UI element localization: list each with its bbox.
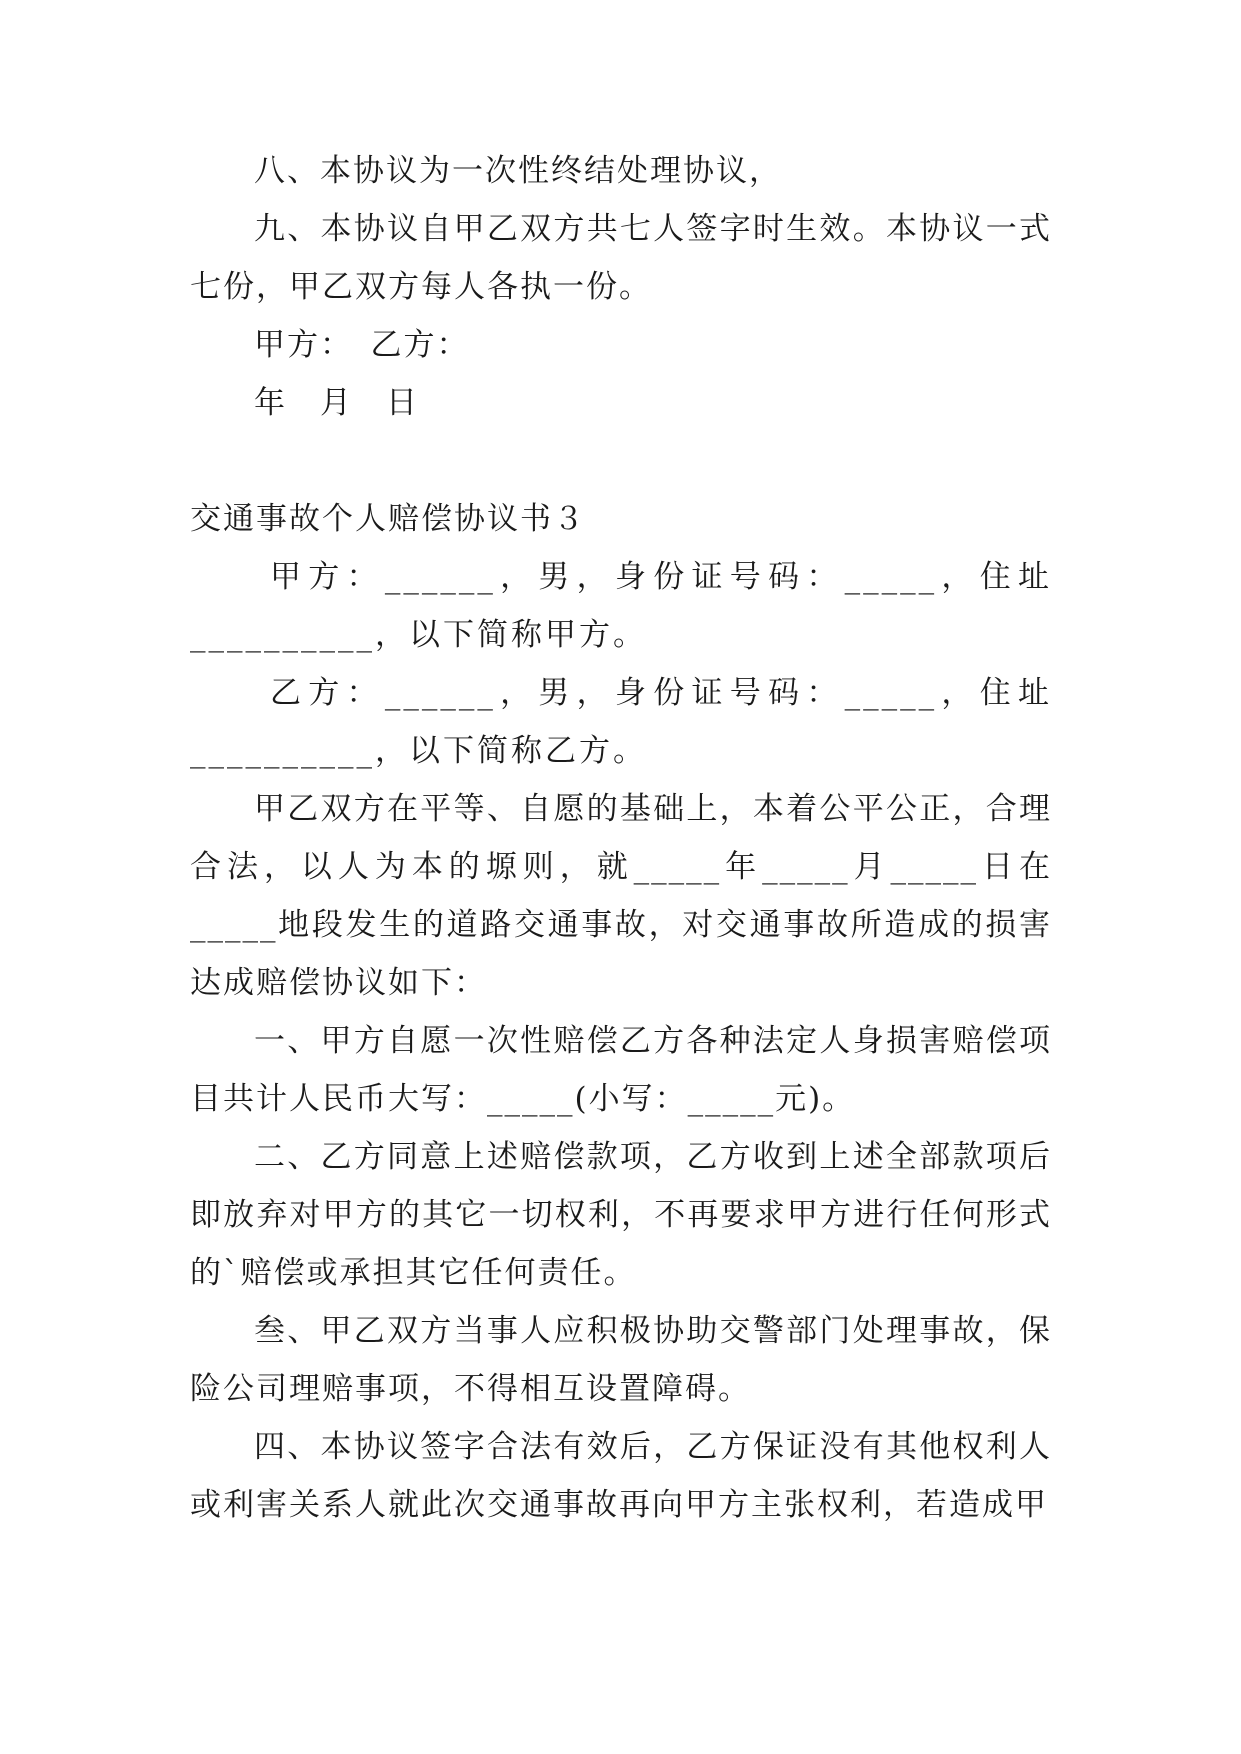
party-a-info: 甲方：______，男，身份证号码：_____，住址__________，以下简称甲方。 [190,559,1052,653]
signature-line: 甲方： 乙方： [254,327,470,363]
section-gap [190,432,1052,490]
agreement-intro: 甲乙双方在平等、自愿的基础上，本着公平公正，合理合法，以人为本的塬则，就_____年_____月_____日在_____地段发生的道路交通事故，对交通事故所造成的损害达成赔偿协议如下： [190,791,1052,1001]
clause-9: 九、本协议自甲乙双方共七人签字时生效。本协议一式七份，甲乙双方每人各执一份。 [190,211,1052,305]
document-body [190,142,1052,1534]
date-line: 年 月 日 [254,385,419,421]
clause-4: 四、本协议签字合法有效后，乙方保证没有其他权利人或利害关系人就此次交通事故再向甲方主张权利，若造成甲 [190,1429,1052,1523]
section-title: 交通事故个人赔偿协议书３ [190,501,586,537]
clause-3: 叁、甲乙双方当事人应积极协助交警部门处理事故，保险公司理赔事项，不得相互设置障碍。 [190,1313,1052,1407]
party-b-info: 乙方：______，男，身份证号码：_____，住址__________，以下简称乙方。 [190,675,1052,769]
clause-8: 八、本协议为一次性终结处理协议， [254,153,782,189]
clause-2: 二、乙方同意上述赔偿款项，乙方收到上述全部款项后即放弃对甲方的其它一切权利，不再要求甲方进行任何形式的`赔偿或承担其它任何责任。 [190,1139,1052,1291]
clause-1: 一、甲方自愿一次性赔偿乙方各种法定人身损害赔偿项目共计人民币大写：_____(小写：_____元)。 [190,1023,1052,1117]
